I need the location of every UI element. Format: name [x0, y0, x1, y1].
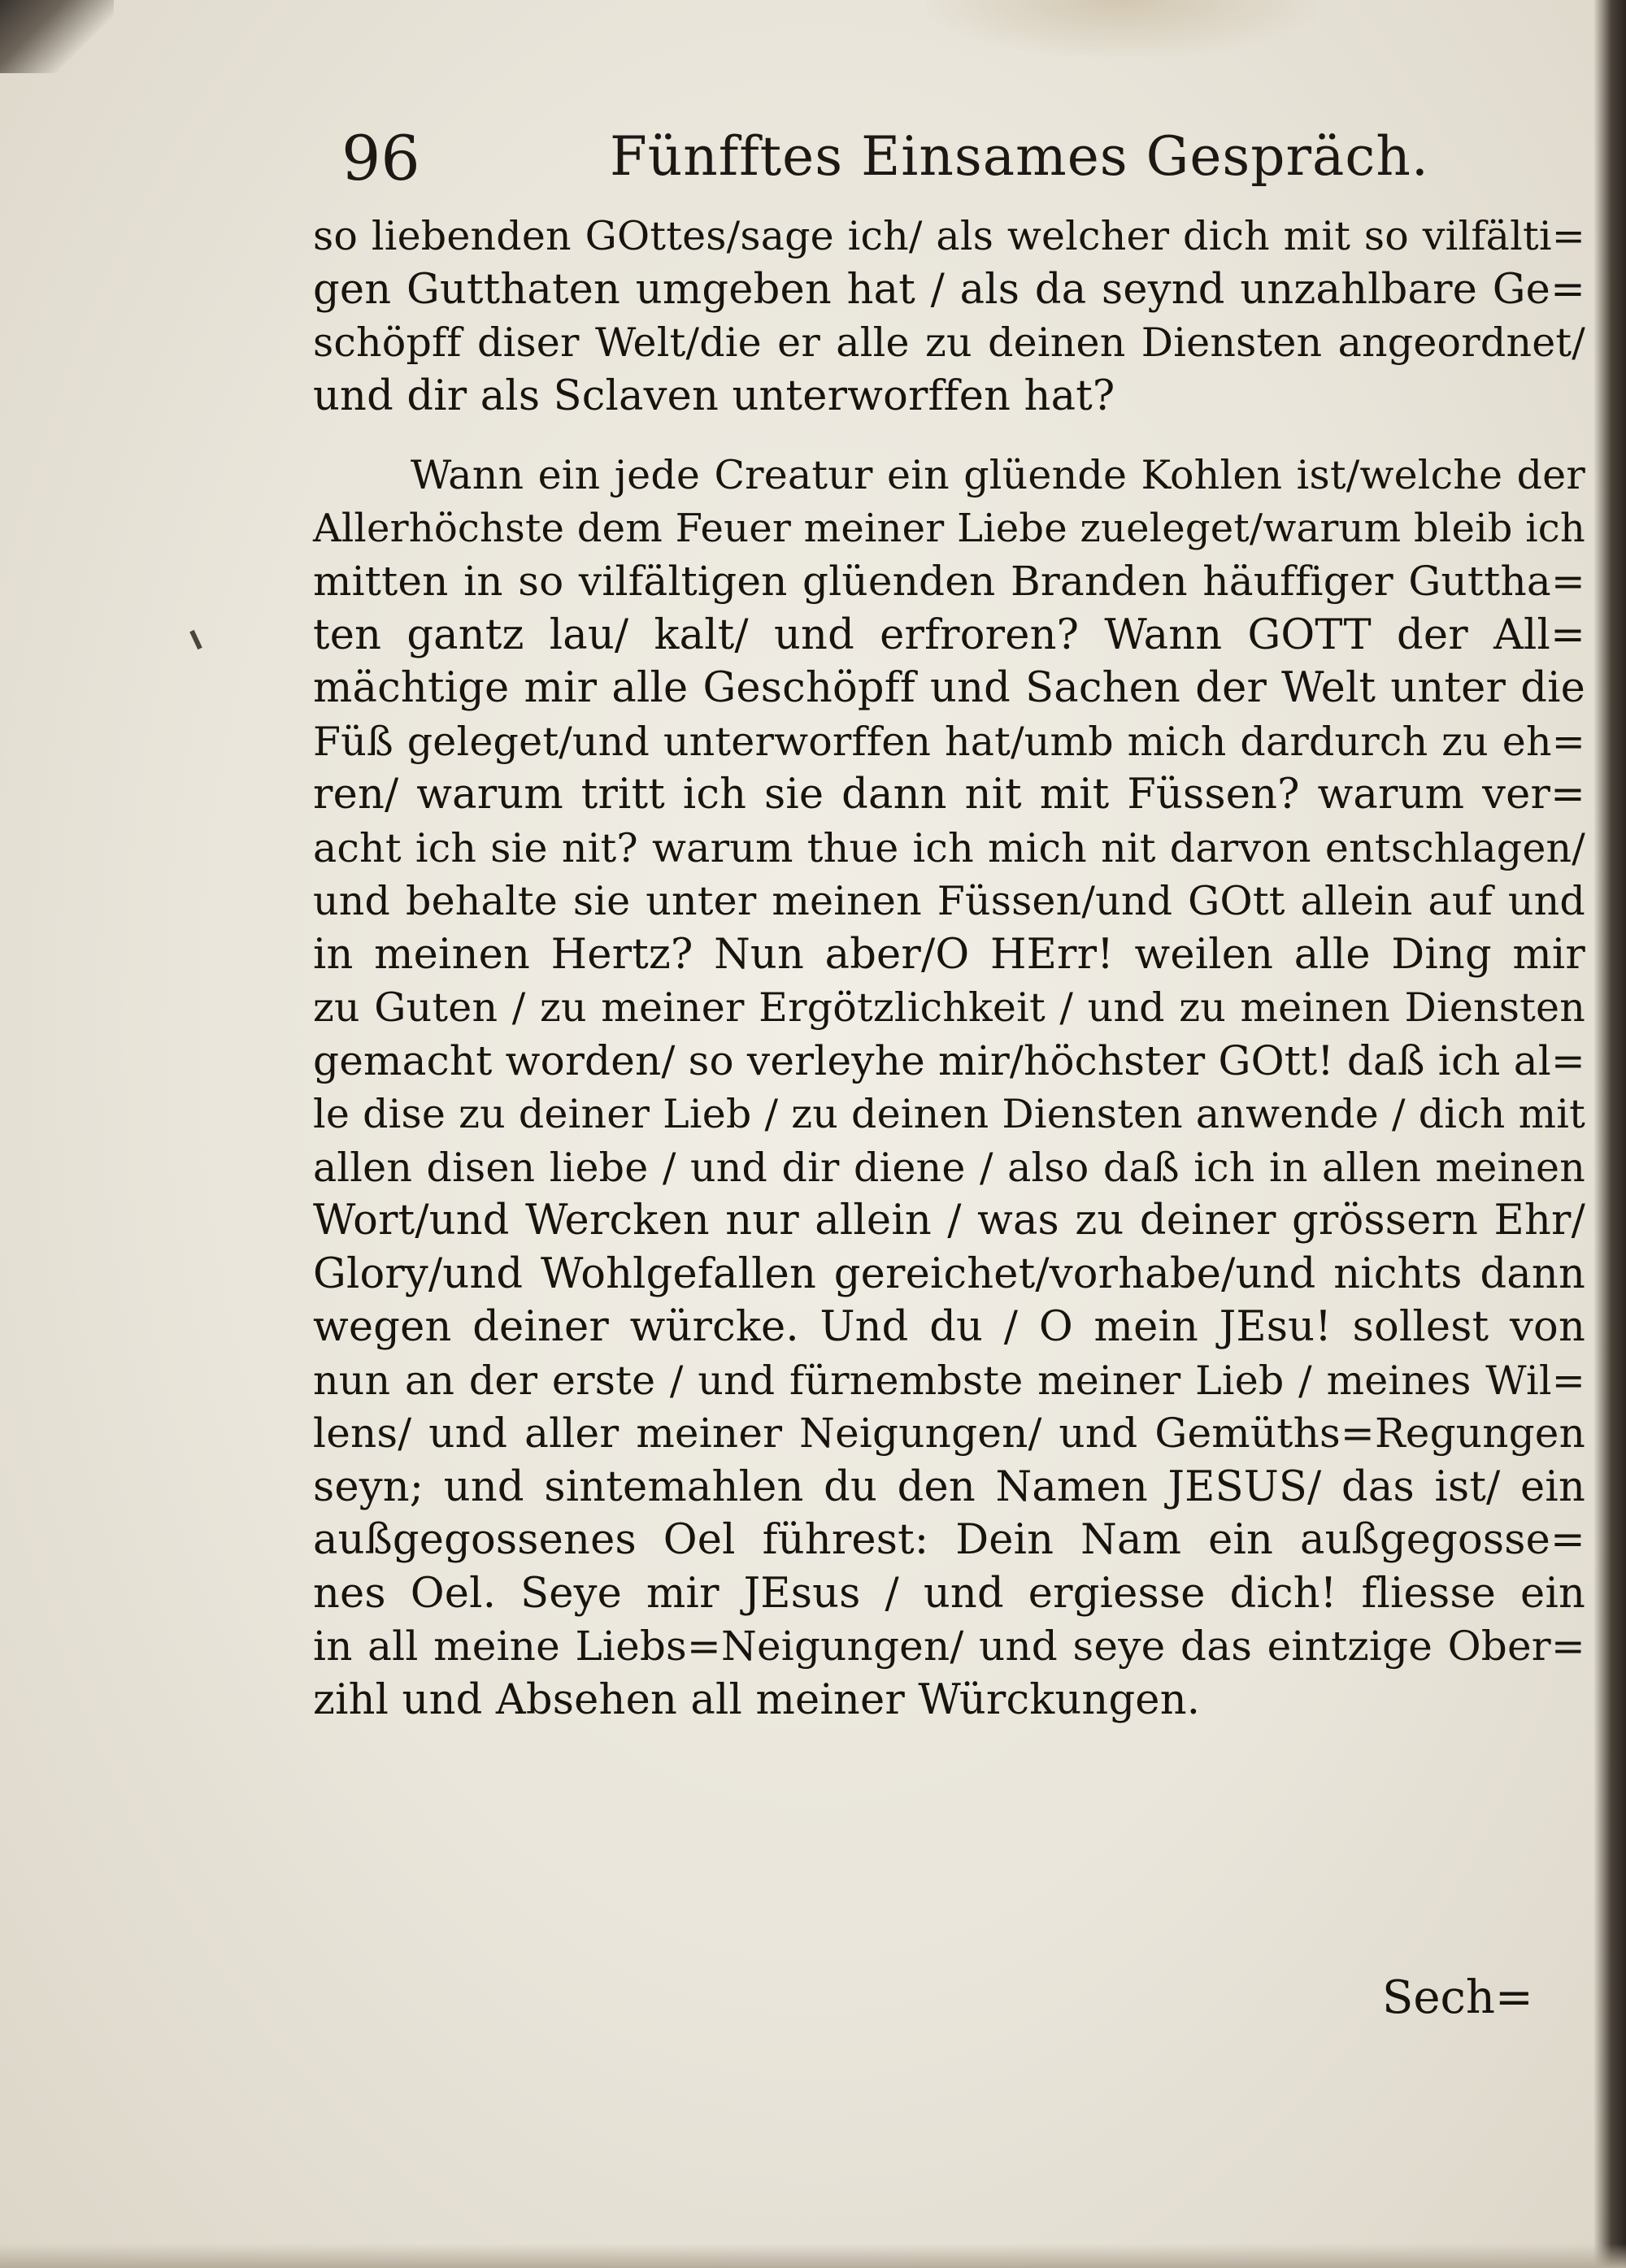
text-line: gen Gutthaten umgeben hat / als da seynd unzahlbare Ge=	[313, 265, 1585, 314]
ink-mark	[189, 630, 202, 650]
text-line: allen disen liebe / und dir diene / also daß ich in allen meinen	[313, 1144, 1585, 1191]
text-line: und behalte sie unter meinen Füssen/und GOtt allein auf und	[313, 878, 1585, 924]
text-line: nun an der erste / und fürnembste meiner Lieb / meines Wil=	[313, 1357, 1585, 1404]
text-line: Wort/und Wercken nur allein / was zu deiner grössern Ehr/	[313, 1197, 1585, 1245]
paper-stain	[927, 0, 1317, 57]
text-line: nes Oel. Seye mir JEsus / und ergiesse dich! fliesse ein	[313, 1569, 1585, 1618]
text-line: zihl und Absehen all meiner Würckungen.	[313, 1675, 1201, 1724]
text-line: wegen deiner würcke. Und du / O mein JEsu! sollest von	[313, 1303, 1585, 1351]
text-line: Allerhöchste dem Feuer meiner Liebe zueleget/warum bleib ich	[313, 505, 1585, 551]
text-line: Füß geleget/und unterworffen hat/umb mich dardurch zu eh=	[313, 718, 1585, 765]
text-line: Glory/und Wohlgefallen gereichet/vorhabe/und nichts dann	[313, 1249, 1585, 1298]
text-line: le dise zu deiner Lieb / zu deinen Diensten anwende / dich mit	[313, 1091, 1585, 1137]
text-line: und dir als Sclaven unterworffen hat?	[313, 371, 1115, 420]
page-corner-shadow	[0, 0, 114, 73]
catchword: Sech=	[1382, 1971, 1533, 2024]
text-line: in all meine Liebs=Neigungen/ und seye das eintzige Ober=	[313, 1623, 1585, 1670]
text-line: gemacht worden/ so verleyhe mir/höchster GOtt! daß ich al=	[313, 1036, 1585, 1084]
text-line: in meinen Hertz? Nun aber/O HErr! weilen alle Ding mir	[313, 930, 1585, 979]
text-line: ren/ warum tritt ich sie dann nit mit Füssen? warum ver=	[313, 771, 1585, 819]
text-line: acht ich sie nit? warum thue ich mich nit darvon entschlagen/	[313, 824, 1585, 871]
text-line: lens/ und aller meiner Neigungen/ und Gemüths=Regungen	[313, 1410, 1585, 1457]
text-line: schöpff diser Welt/die er alle zu deinen Diensten angeordnet/	[313, 319, 1585, 366]
text-line: außgegossenes Oel führest: Dein Nam ein außgegosse=	[313, 1516, 1585, 1564]
body-text	[313, 210, 1585, 1727]
text-line: so liebenden GOttes/sage ich/ als welcher dich mit so vilfälti=	[313, 213, 1585, 259]
page-edge-shadow	[1593, 0, 1626, 2268]
text-line: mitten in so vilfältigen glüenden Branden häuffiger Guttha=	[313, 558, 1585, 605]
text-line: zu Guten / zu meiner Ergötzlichkeit / und zu meinen Diensten	[313, 984, 1585, 1031]
page-header	[341, 122, 1593, 195]
text-line: mächtige mir alle Geschöpff und Sachen der Welt unter die	[313, 664, 1585, 712]
page-number: 96	[341, 122, 420, 194]
running-head: Fünfftes Einsames Gespräch.	[610, 125, 1429, 188]
paragraph-gap	[313, 423, 1585, 449]
page-bottom-edge	[0, 2244, 1626, 2268]
text-line: Wann ein jede Creatur ein glüende Kohlen ist/welche der	[411, 452, 1585, 498]
text-line: seyn; und sintemahlen du den Namen JESUS/ das ist/ ein	[313, 1462, 1585, 1511]
text-line: ten gantz lau/ kalt/ und erfroren? Wann GOTT der All=	[313, 610, 1585, 659]
